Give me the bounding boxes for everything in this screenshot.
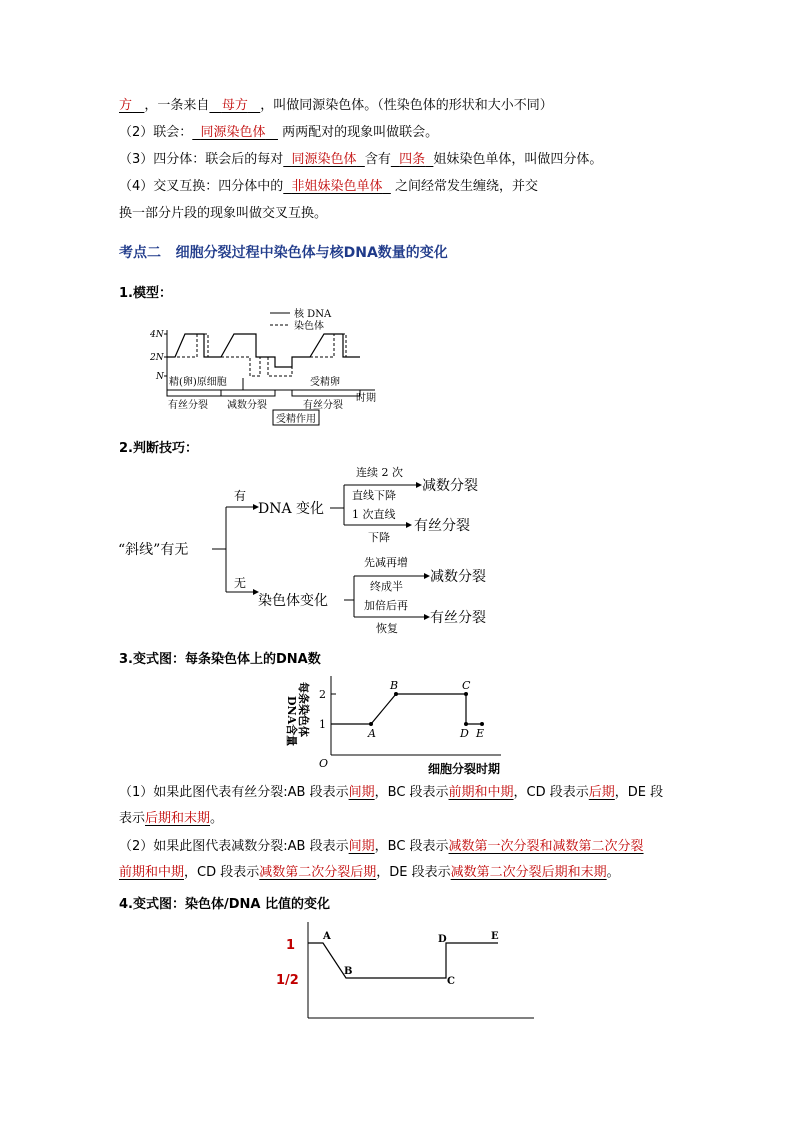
node-dna-change: DNA 变化 xyxy=(258,501,325,517)
y-label-n: N xyxy=(156,372,164,382)
subheading-tips: 2.判断技巧： xyxy=(119,441,198,456)
phase-mitosis-2: 有丝分裂 xyxy=(303,400,343,411)
branch-you: 有 xyxy=(234,489,247,503)
point-c: C xyxy=(462,679,471,692)
cond-two-times: 连续 2 次 xyxy=(356,466,403,479)
y-label-4n: 4N xyxy=(150,330,164,340)
result-mitosis-1: 有丝分裂 xyxy=(414,518,470,534)
answer-blank: 同源染色体 xyxy=(291,152,357,167)
subheading-variant-1: 3.变式图：每条染色体上的DNA数 xyxy=(119,652,321,667)
stage-original: 精(卵)原细胞 xyxy=(169,377,227,388)
answer-blank: 同源染色体 xyxy=(200,125,266,140)
answer-blank: 四条 xyxy=(399,152,426,167)
point-d: D xyxy=(460,727,469,740)
g4-point-e: E xyxy=(491,931,499,942)
q1-line-2: 表示后期和末期。 xyxy=(119,811,224,826)
decision-tree xyxy=(118,458,518,638)
cond-one-line: 1 次直线 xyxy=(352,508,396,521)
answer-blank: 方 xyxy=(119,98,133,113)
answer-blank: 母方 xyxy=(221,98,248,113)
result-meiosis-1: 减数分裂 xyxy=(422,478,478,494)
tick-2: 2 xyxy=(319,688,326,701)
legend-chromosome: 染色体 xyxy=(294,321,324,332)
paragraph-line-5: 换一部分片段的现象叫做交叉互换。 xyxy=(119,206,328,221)
fertilization-box: 受精作用 xyxy=(276,414,316,425)
dna-curve xyxy=(331,694,482,724)
cond-double: 加倍后再 xyxy=(364,599,408,612)
paragraph-line-2: （2）联会： 同源染色体 两两配对的现象叫做联会。 xyxy=(119,125,439,140)
dna-line xyxy=(167,334,360,367)
result-mitosis-2: 有丝分裂 xyxy=(430,610,486,626)
cond-down: 下降 xyxy=(368,531,390,544)
answer-blank: 非姐妹染色单体 xyxy=(291,179,383,194)
point-b: B xyxy=(390,679,399,692)
x-axis-label: 细胞分裂时期 xyxy=(428,762,501,776)
tick-1: 1 xyxy=(319,718,326,731)
g4-point-d: D xyxy=(438,934,447,945)
paragraph-line-3: （3）四分体：联会后的每对 同源染色体 含有 四条 姐妹染色单体，叫做四分体。 xyxy=(119,152,603,167)
result-meiosis-2: 减数分裂 xyxy=(430,569,486,585)
stage-zygote: 受精卵 xyxy=(310,377,340,388)
ratio-curve xyxy=(308,943,498,978)
g4-point-b: B xyxy=(344,966,353,977)
model-chart xyxy=(150,302,400,432)
y-axis-label-1: 每条染色体 xyxy=(297,682,310,737)
cond-straight-down: 直线下降 xyxy=(352,489,396,502)
cond-recover: 恢复 xyxy=(376,622,398,635)
branch-wu: 无 xyxy=(234,576,247,590)
phase-meiosis: 减数分裂 xyxy=(227,400,267,411)
g4-point-c: C xyxy=(447,976,455,987)
paragraph-line-4: （4）交叉互换：四分体中的 非姐妹染色单体 之间经常发生缠绕，并交 xyxy=(119,179,538,194)
chromosome-dna-ratio-chart xyxy=(276,922,536,1022)
tick-half: 1/2 xyxy=(276,973,299,988)
cond-decrease-increase: 先减再增 xyxy=(364,556,408,569)
origin: O xyxy=(319,757,329,770)
y-axis-label-2: DNA含量 xyxy=(285,696,298,747)
tree-root: “斜线”有无 xyxy=(118,542,189,558)
tick-one: 1 xyxy=(286,938,296,953)
g4-point-a: A xyxy=(323,931,331,942)
point-e: E xyxy=(476,727,485,740)
y-label-2n: 2N xyxy=(150,353,164,363)
subheading-model: 1.模型： xyxy=(119,286,172,301)
chromosome-line xyxy=(167,334,360,376)
x-label-time: 时期 xyxy=(356,393,376,404)
node-chrom-change: 染色体变化 xyxy=(258,593,328,609)
q2-line-1: （2）如果此图代表减数分裂:AB 段表示间期，BC 段表示减数第一次分裂和减数第二次分裂 xyxy=(119,839,644,854)
subheading-variant-2: 4.变式图：染色体/DNA 比值的变化 xyxy=(119,897,330,912)
section-heading: 考点二 细胞分裂过程中染色体与核DNA数量的变化 xyxy=(119,245,448,261)
cond-half: 终成半 xyxy=(370,580,403,593)
phase-mitosis-1: 有丝分裂 xyxy=(168,400,208,411)
q2-line-2: 前期和中期，CD 段表示减数第二次分裂后期，DE 段表示减数第二次分裂后期和末期。 xyxy=(119,865,620,880)
legend-dna: 核 DNA xyxy=(294,309,332,320)
paragraph-line-1: 方 ，一条来自 母方 ，叫做同源染色体。（性染色体的形状和大小不同） xyxy=(119,98,553,113)
point-a: A xyxy=(368,727,376,740)
q1-line-1: （1）如果此图代表有丝分裂:AB 段表示间期，BC 段表示前期和中期，CD 段表示后期，DE 段 xyxy=(119,785,664,800)
